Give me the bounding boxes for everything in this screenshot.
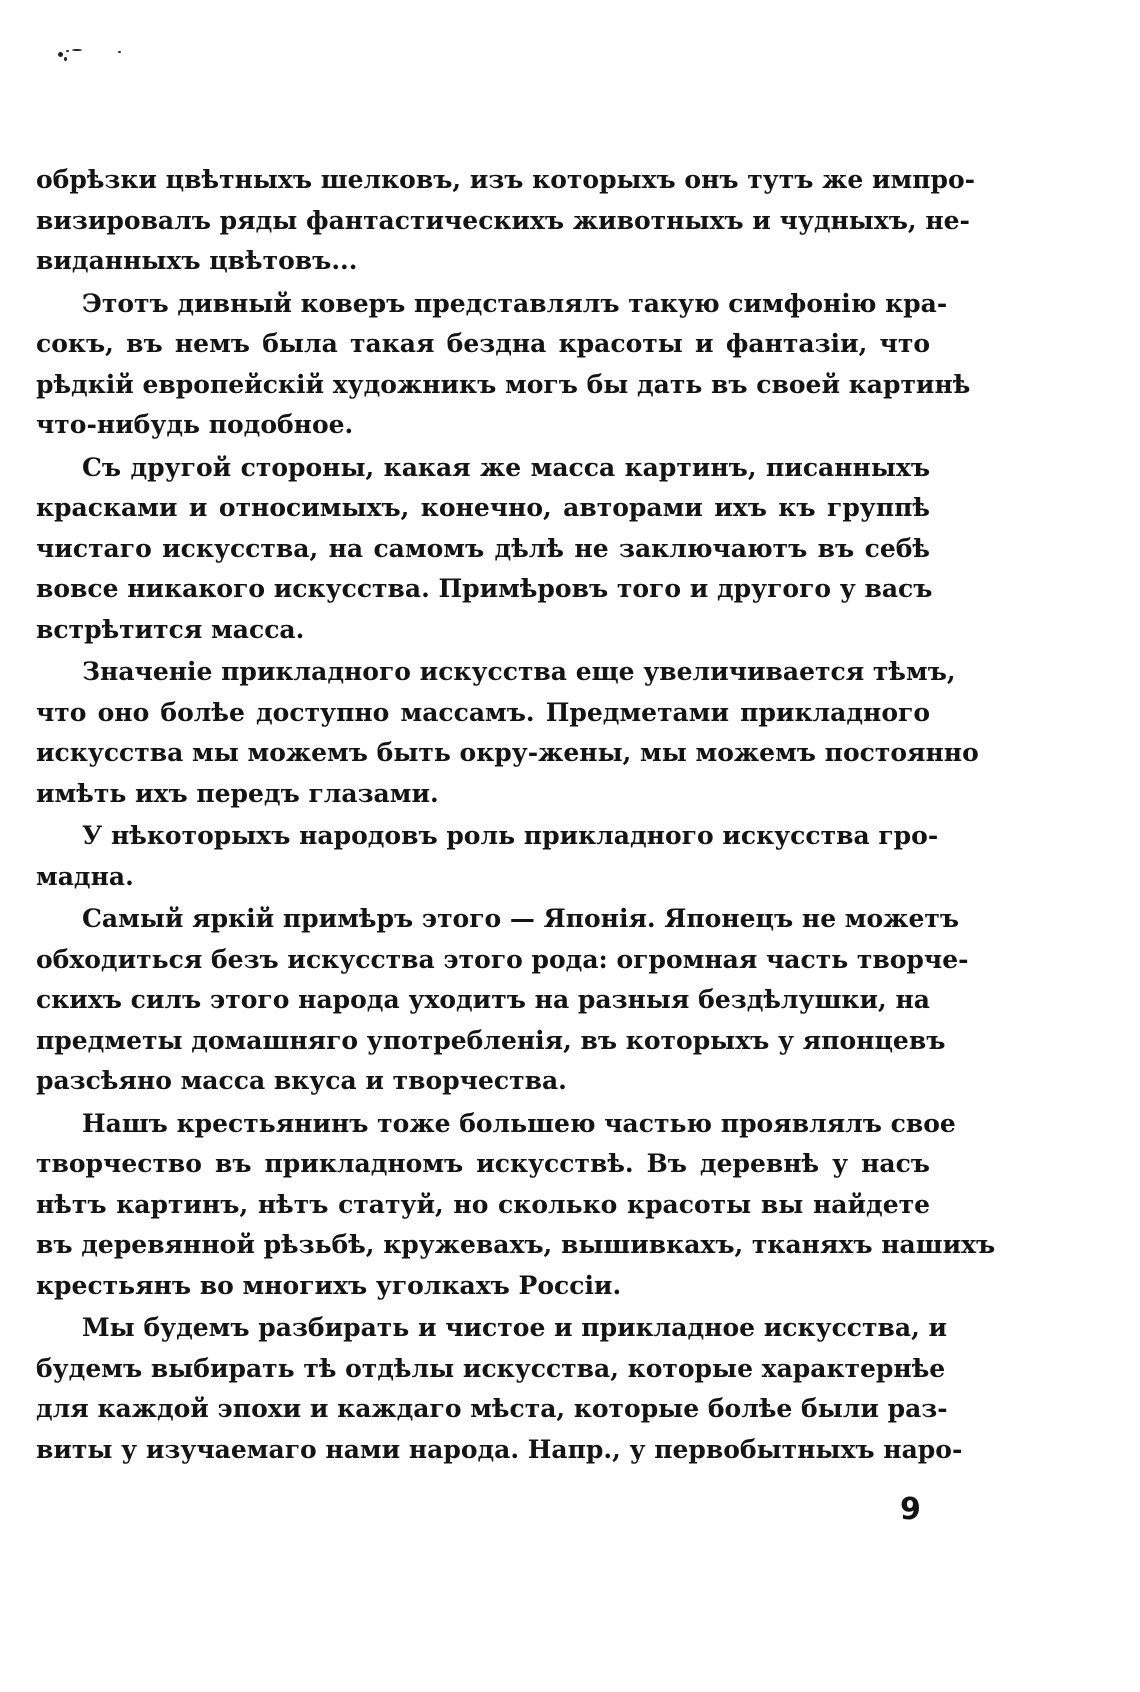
text-line: для каждой эпохи и каждаго мѣста, которые болѣе были раз- [36, 1394, 948, 1423]
paragraph [36, 816, 939, 897]
text-line: творчество въ прикладномъ искусствѣ. Въ деревнѣ у насъ [36, 1149, 930, 1178]
text-line: Этотъ дивный коверъ представлялъ такую симфонію кра- [82, 288, 948, 318]
text-line: Нашъ крестьянинъ тоже большею частью проявлялъ свое [82, 1108, 956, 1138]
text-line: мадна. [36, 861, 134, 891]
text-line: разсѣяно масса вкуса и творчества. [36, 1066, 567, 1095]
text-line: искусства мы можемъ быть окру-жены, мы можемъ постоянно [36, 738, 979, 767]
text-line: Съ другой стороны, какая же масса картинъ, писанныхъ [82, 452, 930, 482]
page-number: 9 [900, 1492, 921, 1527]
text-line: встрѣтится масса. [36, 614, 305, 644]
text-line: рѣдкій европейскій художникъ могъ бы дать въ своей картинѣ [36, 369, 971, 399]
text-line: Значеніе прикладного искусства еще увеличивается тѣмъ, [82, 657, 956, 686]
text-line: Самый яркій примѣръ этого — Японія. Японецъ не можетъ [82, 904, 960, 933]
paragraph [36, 899, 969, 1102]
text-line: вовсе никакого искусства. Примѣровъ того и другого у васъ [36, 574, 933, 603]
text-line: нѣтъ картинъ, нѣтъ статуй, но сколько красоты вы найдете [36, 1189, 930, 1219]
text-line: въ деревянной рѣзьбѣ, кружевахъ, вышивкахъ, тканяхъ нашихъ [36, 1230, 996, 1259]
text-line: крестьянъ во многихъ уголкахъ Россіи. [36, 1270, 622, 1300]
text-line: визировалъ ряды фантастическихъ животныхъ и чудныхъ, не- [36, 205, 970, 235]
paragraph [36, 1104, 996, 1307]
text-line: У нѣкоторыхъ народовъ роль прикладного искусства гро- [82, 821, 939, 850]
text-line: что оно болѣе доступно массамъ. Предметами прикладного [36, 697, 930, 727]
text-line: скихъ силъ этого народа уходитъ на разныя бездѣлушки, на [36, 985, 930, 1014]
text-line: сокъ, въ немъ была такая бездна красоты и фантазіи, что [36, 329, 930, 358]
text-line: чистаго искусства, на самомъ дѣлѣ не заключаютъ въ себѣ [36, 533, 930, 563]
text-line: обрѣзки цвѣтныхъ шелковъ, изъ которыхъ онъ тутъ же импро- [36, 165, 976, 194]
text-line: красками и относимыхъ, конечно, авторами ихъ къ группѣ [36, 493, 930, 522]
print-specks-decoration [52, 44, 132, 68]
paragraph [36, 284, 971, 446]
paragraph [36, 652, 979, 814]
text-line: обходиться безъ искусства этого рода: огромная часть творче- [36, 944, 969, 974]
text-line: виты у изучаемаго нами народа. Напр., у первобытныхъ наро- [36, 1434, 963, 1464]
paragraph [36, 1308, 963, 1470]
text-line: виданныхъ цвѣтовъ... [36, 246, 358, 275]
text-line: Мы будемъ разбирать и чистое и прикладное искусства, и [82, 1313, 948, 1342]
text-line: будемъ выбирать тѣ отдѣлы искусства, которые характернѣе [36, 1353, 946, 1383]
paragraph [36, 160, 976, 282]
text-line: имѣть ихъ передъ глазами. [36, 778, 439, 808]
text-line: предметы домашняго употребленія, въ которыхъ у японцевъ [36, 1025, 946, 1055]
text-line: что-нибудь подобное. [36, 410, 354, 439]
paragraph [36, 448, 933, 651]
body-text [36, 160, 996, 1472]
